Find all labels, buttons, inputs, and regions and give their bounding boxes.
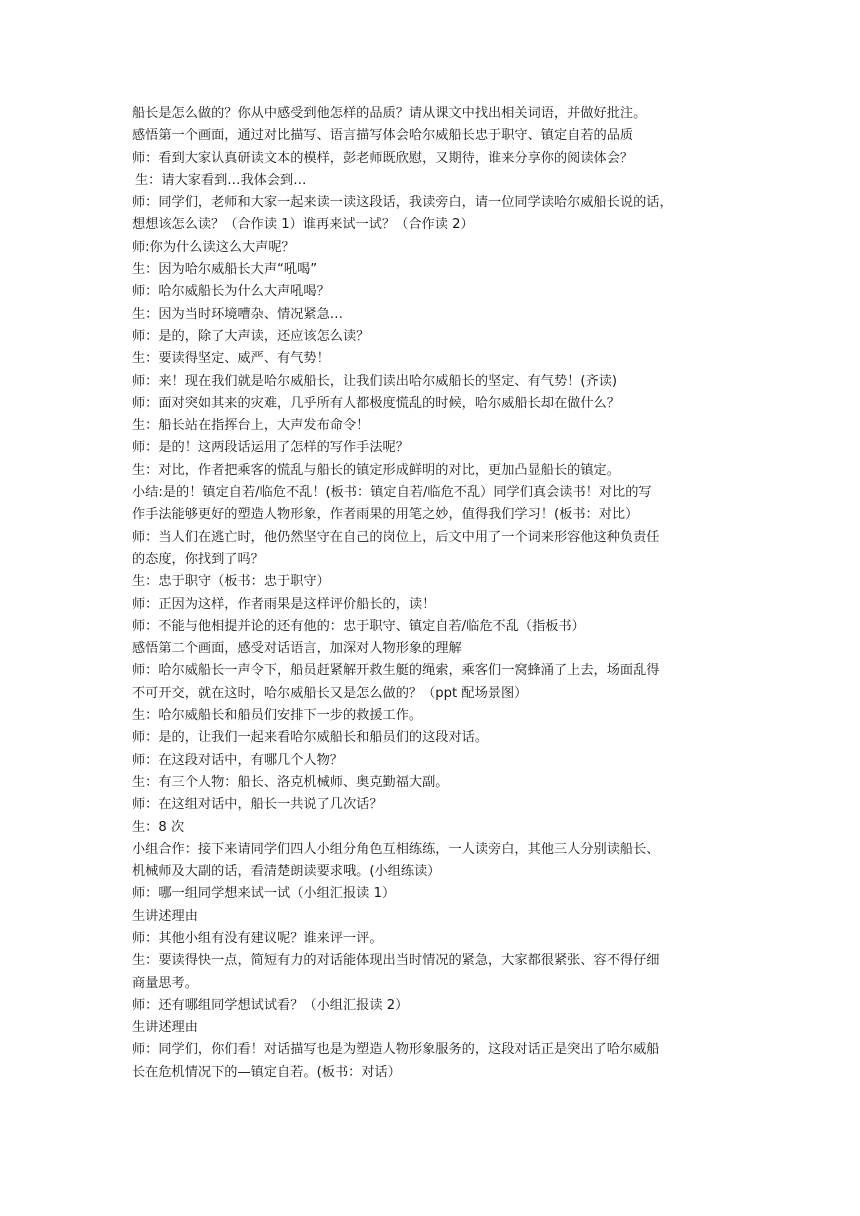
summary-line: 作手法能够更好的塑造人物形象，作者雨果的用笔之妙，值得我们学习！(板书：对比） — [132, 507, 639, 523]
text-line: 的态度，你找到了吗？ — [132, 551, 264, 567]
text-line: 师：面对突如其来的灾难，几乎所有人都极度慌乱的时候，哈尔威船长却在做什么？ — [132, 395, 620, 411]
text-line: 生：要读得坚定、威严、有气势！ — [132, 351, 330, 367]
text-line: 想想该怎么读？（合作读 1）谁再来试一试？（合作读 2） — [132, 217, 474, 233]
text-line: 师：是的，除了大声读，还应该怎么读？ — [132, 328, 370, 344]
text-line: 师：在这段对话中，有哪几个人物？ — [132, 752, 343, 768]
text-line: 生：船长站在指挥台上，大声发布命令！ — [132, 418, 370, 434]
text-line: 生：因为当时环境嘈杂、情况紧急… — [132, 306, 343, 322]
text-line: 生：因为哈尔威船长大声“吼喝” — [132, 262, 318, 278]
text-line: 师：是的！这两段话运用了怎样的写作手法呢？ — [132, 440, 409, 456]
text-line: 生：有三个人物：船长、洛克机械师、奥克勤福大副。 — [132, 774, 449, 790]
text-line: 生：8 次 — [132, 819, 185, 835]
text-line: 师：来！现在我们就是哈尔威船长，让我们读出哈尔威船长的坚定、有气势！(齐读) — [132, 373, 618, 389]
text-line: 师：当人们在逃亡时，他仍然坚守在自己的岗位上，后文中用了一个词来形容他这种负责任 — [132, 529, 660, 545]
text-line: 生：对比，作者把乘客的慌乱与船长的镇定形成鲜明的对比，更加凸显船长的镇定。 — [132, 462, 620, 478]
section-heading: 感悟第一个画面，通过对比描写、语言描写体会哈尔威船长忠于职守、镇定自若的品质 — [132, 128, 634, 144]
text-line: 商量思考。 — [132, 975, 198, 991]
text-line: 生：哈尔威船长和船员们安排下一步的救援工作。 — [132, 708, 423, 724]
text-line: 师：看到大家认真研读文本的模样，彭老师既欣慰，又期待，谁来分享你的阅读体会？ — [132, 150, 634, 166]
text-line: 长在危机情况下的—镇定自若。(板书：对话） — [132, 1064, 401, 1080]
text-line: 师：哈尔威船长一声令下，船员赶紧解开救生艇的绳索，乘客们一窝蜂涌了上去，场面乱得 — [132, 663, 660, 679]
text-line: 机械师及大副的话，看清楚朗读要求哦。(小组练读） — [132, 864, 441, 880]
text-line: 师:你为什么读这么大声呢？ — [132, 239, 295, 255]
text-line: 生：忠于职守（板书：忠于职守） — [132, 574, 330, 590]
text-line: 师：同学们，你们看！对话描写也是为塑造人物形象服务的，这段对话正是突出了哈尔威船 — [132, 1042, 660, 1058]
text-line: 师：同学们，老师和大家一起来读一读这段话，我读旁白，请一位同学读哈尔威船长说的话， — [132, 195, 673, 211]
text-line: 师：哪一组同学想来试一试（小组汇报读 1） — [132, 886, 396, 902]
document-body — [132, 103, 732, 1084]
text-line: 不可开交，就在这时，哈尔威船长又是怎么做的？（ppt 配场景图） — [132, 685, 528, 701]
text-line: 生：请大家看到…我体会到… — [135, 172, 307, 188]
text-line: 生讲述理由 — [132, 908, 198, 924]
text-line: 生讲述理由 — [132, 1020, 198, 1036]
text-line: 师：还有哪组同学想试试看？（小组汇报读 2） — [132, 997, 409, 1013]
text-line: 师：在这组对话中，船长一共说了几次话？ — [132, 797, 383, 813]
text-line: 小组合作：接下来请同学们四人小组分角色互相练练，一人读旁白，其他三人分别读船长、 — [132, 841, 660, 857]
text-line: 师：正因为这样，作者雨果是这样评价船长的，读！ — [132, 596, 436, 612]
text-line: 生：要读得快一点，简短有力的对话能体现出当时情况的紧急，大家都很紧张、容不得仔细 — [132, 953, 660, 969]
text-line: 师：其他小组有没有建议呢？谁来评一评。 — [132, 930, 383, 946]
text-line: 师：哈尔威船长为什么大声吼喝？ — [132, 284, 330, 300]
text-line: 船长是怎么做的？你从中感受到他怎样的品质？请从课文中找出相关词语，并做好批注。 — [132, 106, 647, 121]
section-heading: 感悟第二个画面，感受对话语言，加深对人物形象的理解 — [132, 641, 462, 657]
text-line: 师：不能与他相提并论的还有他的：忠于职守、镇定自若/临危不乱（指板书） — [132, 618, 585, 634]
summary-line: 小结:是的！镇定自若/临危不乱！(板书：镇定自若/临危不乱）同学们真会读书！对比的写 — [132, 485, 652, 501]
text-line: 师：是的，让我们一起来看哈尔威船长和船员们的这段对话。 — [132, 730, 489, 746]
